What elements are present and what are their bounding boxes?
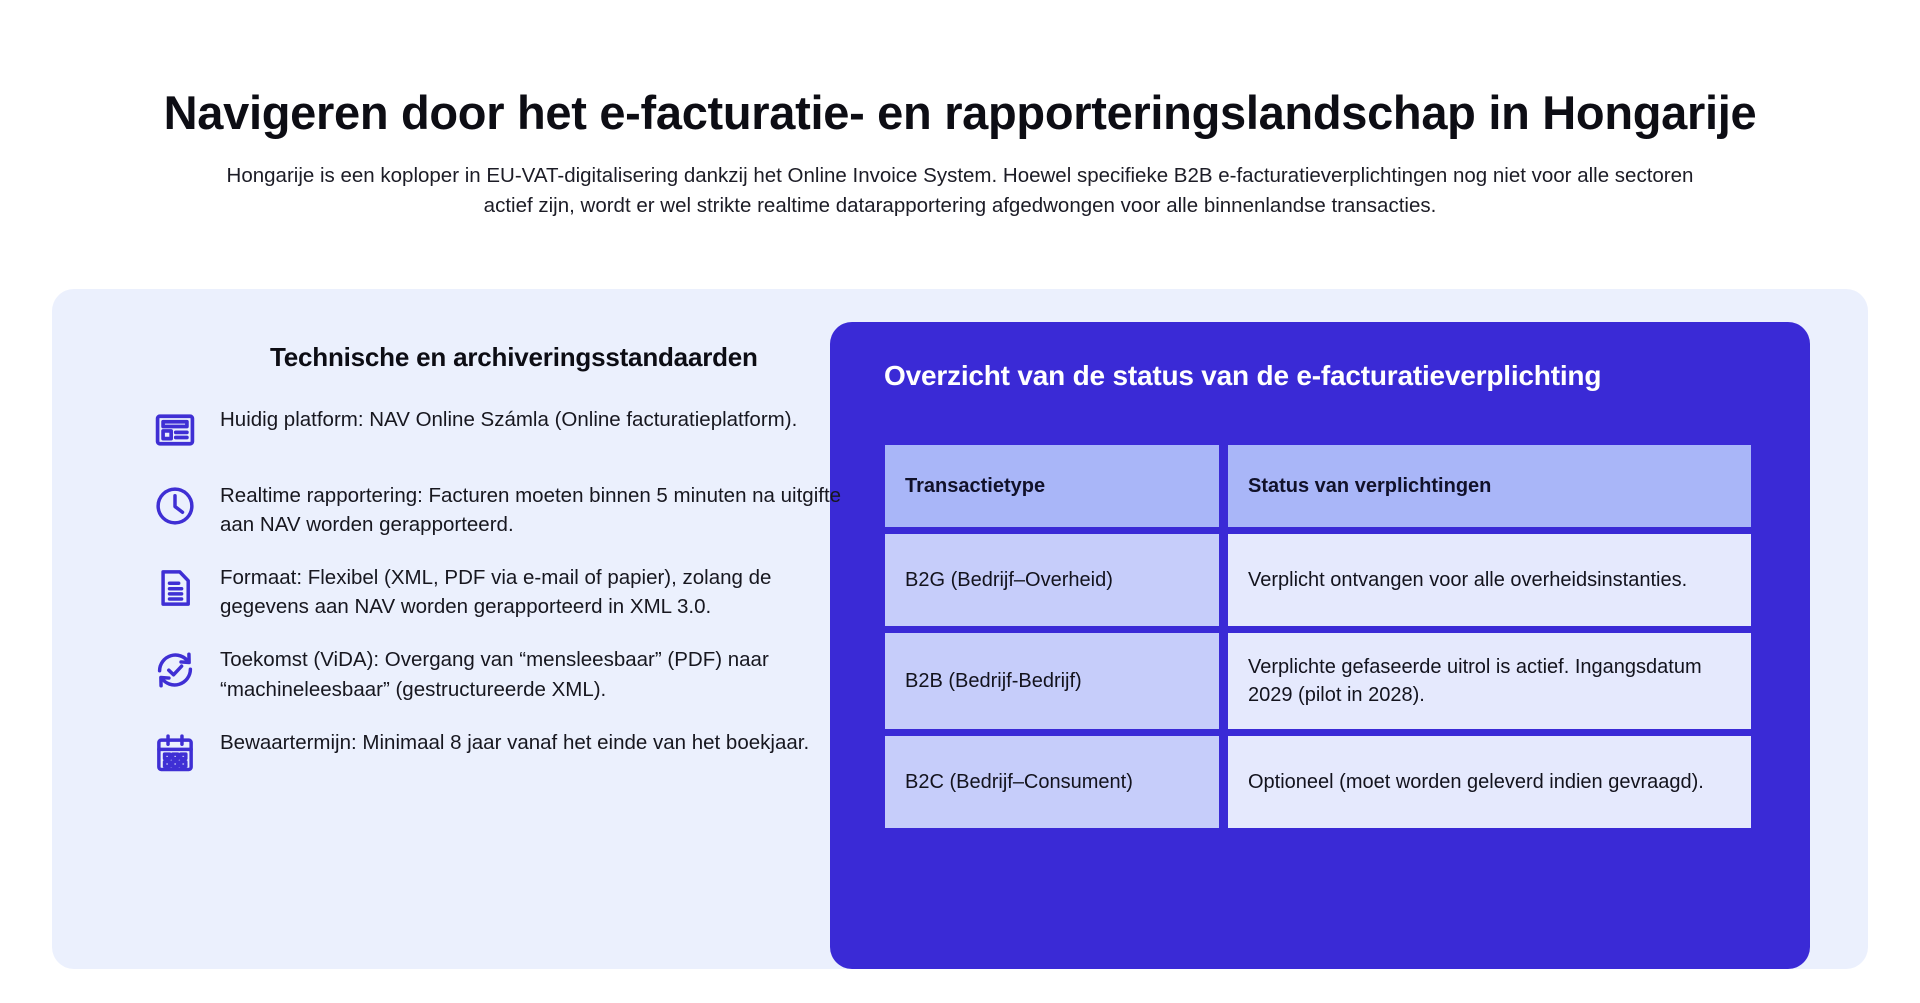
page-subtitle: Hongarije is een koploper in EU-VAT-digitalisering dankzij het Online Invoice System. Hoewel specifieke B2B e-facturatieverplichtingen nog niet voor alle sectoren actief zijn, wordt er wel strikte realtime datarapportering afgedwongen voor alle binnenlandse transacties. xyxy=(226,164,1694,217)
technical-standards-list xyxy=(52,401,877,780)
calendar-icon xyxy=(148,726,202,780)
list-item-label: Realtime rapportering: Facturen moeten binnen 5 minuten na uitgifte aan NAV worden gerapporteerd. xyxy=(220,484,842,537)
cell-transaction-type: B2C (Bedrijf–Consument) xyxy=(885,736,1219,828)
status-overview-title: Overzicht van de status van de e-facturatieverplichting xyxy=(884,360,1602,391)
table-row xyxy=(885,736,1751,828)
cell-transaction-type: B2B (Bedrijf-Bedrijf) xyxy=(885,633,1219,729)
table-header-row xyxy=(885,445,1751,527)
refresh-check-icon xyxy=(148,643,202,697)
table-row xyxy=(885,534,1751,626)
layout-dashboard-icon xyxy=(148,403,202,457)
document-text-icon xyxy=(148,561,202,615)
cell-transaction-type: B2G (Bedrijf–Overheid) xyxy=(885,534,1219,626)
status-overview-column xyxy=(877,289,1868,969)
cell-obligation-status: Optioneel (moet worden geleverd indien gevraagd). xyxy=(1228,736,1751,828)
table-row xyxy=(885,633,1751,729)
list-item xyxy=(52,641,877,703)
left-column-heading: Technische en archiveringsstandaarden xyxy=(270,342,758,372)
column-header-obligation-status: Status van verplichtingen xyxy=(1228,445,1751,527)
list-item xyxy=(52,724,877,780)
technical-standards-column xyxy=(52,289,877,969)
obligation-status-table xyxy=(876,438,1760,835)
list-item-label: Bewaartermijn: Minimaal 8 jaar vanaf het einde van het boekjaar. xyxy=(220,730,810,754)
clock-icon xyxy=(148,479,202,533)
list-item xyxy=(52,559,877,621)
page-title: Navigeren door het e-facturatie- en rapporteringslandschap in Hongarije xyxy=(163,86,1757,139)
cell-obligation-status: Verplicht ontvangen voor alle overheidsinstanties. xyxy=(1228,534,1751,626)
content-panel xyxy=(52,289,1868,969)
column-header-transaction-type: Transactietype xyxy=(885,445,1219,527)
list-item-label: Toekomst (ViDA): Overgang van “mensleesbaar” (PDF) naar “machineleesbaar” (gestructureerde XML). xyxy=(220,648,769,701)
cell-obligation-status: Verplichte gefaseerde uitrol is actief. Ingangsdatum 2029 (pilot in 2028). xyxy=(1228,633,1751,729)
list-item xyxy=(52,477,877,539)
status-overview-card xyxy=(830,322,1810,969)
list-item-label: Huidig platform: NAV Online Számla (Online facturatieplatform). xyxy=(220,408,798,431)
header xyxy=(0,0,1920,220)
list-item xyxy=(52,401,877,457)
list-item-label: Formaat: Flexibel (XML, PDF via e-mail of papier), zolang de gegevens aan NAV worden gerapporteerd in XML 3.0. xyxy=(220,566,772,619)
